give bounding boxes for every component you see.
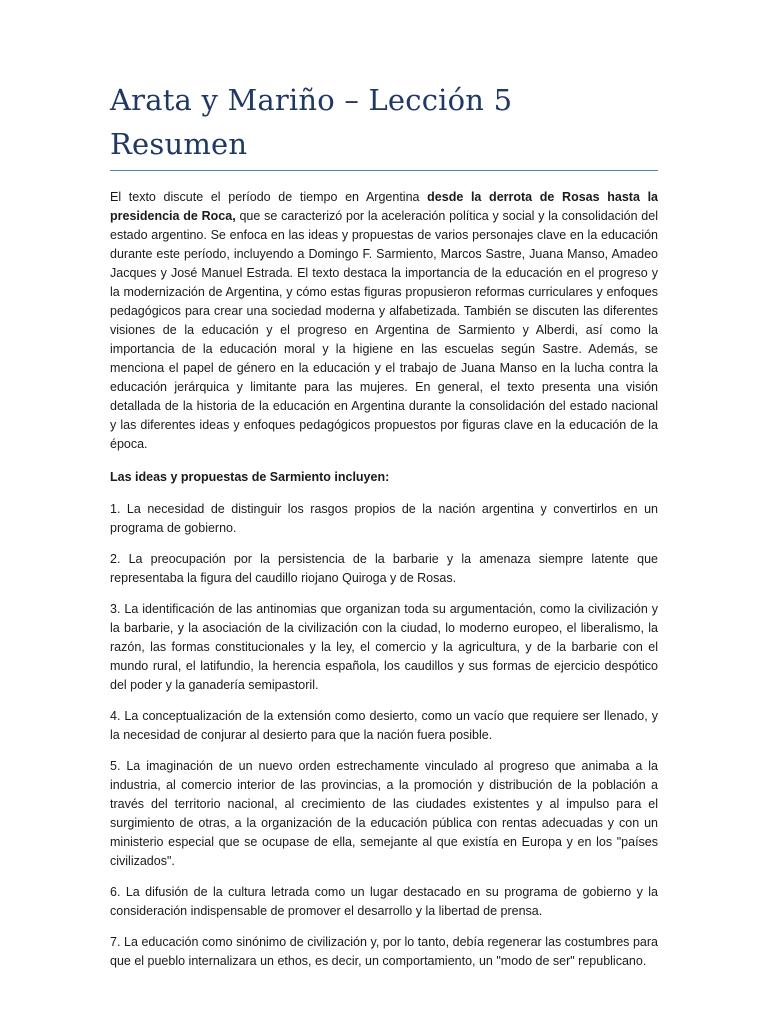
intro-text-end: que se caracterizó por la aceleración política y social y la consolidación del estado argentino. Se enfoca en las ideas y propuestas de varios personajes clave en la educación durante este período, incluyendo a Domingo F. Sarmiento, Marcos Sastre, Juana Manso, Amadeo Jacques y José Manuel Estrada. El texto destaca la importancia de la educación en el progreso y la modernización de Argentina, y cómo estas figuras propusieron reformas curriculares y enfoques pedagógicos para crear una sociedad moderna y alfabetizada. También se discuten las diferentes visiones de la educación y el progreso en Argentina de Sarmiento y Alberdi, así como la importancia de la educación moral y la higiene en las escuelas según Sastre. Además, se menciona el papel de género en la educación y el trabajo de Juana Manso en la lucha contra la educación jerárquica y limitante para las mujeres. En general, el texto presenta una visión detallada de la historia de la educación en Argentina durante la consolidación del estado nacional y las diferentes ideas y enfoques pedagógicos propuestos por figuras clave en la educación de la época. [110, 209, 658, 451]
intro-bold-phrase: desde la derrota de Rosas hasta la presidencia de Roca, [110, 190, 658, 223]
intro-paragraph [110, 188, 658, 454]
title-underline [110, 170, 658, 171]
intro-text-start: El texto discute el período de tiempo en Argentina [110, 190, 428, 204]
list-item-6: 6. La difusión de la cultura letrada como un lugar destacado en su programa de gobierno y la consideración indispensable de promover el desarrollo y la libertad de prensa. [110, 885, 658, 918]
list-item-4: 4. La conceptualización de la extensión como desierto, como un vacío que requiere ser llenado, y la necesidad de conjurar al desierto para que la nación fuera posible. [110, 709, 658, 742]
list-item-2: 2. La preocupación por la persistencia de la barbarie y la amenaza siempre latente que representaba la figura del caudillo riojano Quiroga y de Rosas. [110, 552, 658, 585]
document-title: Arata y Mariño – Lección 5 Resumen [110, 83, 513, 161]
list-item-5: 5. La imaginación de un nuevo orden estrechamente vinculado al progreso que animaba a la industria, al comercio interior de las provincias, a la promoción y distribución de la población a través del territorio nacional, al crecimiento de las ciudades existentes y al impulso para el surgimiento de otras, a la organización de la educación pública con rentas adecuadas y con un ministerio especial que se ocupase de ella, semejante al que existía en Europa y en los "países civilizados". [110, 759, 658, 868]
list-item-3: 3. La identificación de las antinomias que organizan toda su argumentación, como la civilización y la barbarie, y la asociación de la civilización con la ciudad, lo moderno europeo, el liberalismo, la razón, las formas constitucionales y la ley, el comercio y la agricultura, y de la barbarie con el mundo rural, el latifundio, la herencia española, los caudillos y sus formas de ejercicio despótico del poder y la ganadería semipastoril. [110, 602, 658, 692]
section-heading: Las ideas y propuestas de Sarmiento incluyen: [110, 470, 390, 484]
list-item-1: 1. La necesidad de distinguir los rasgos propios de la nación argentina y convertirlos en un programa de gobierno. [110, 502, 658, 535]
list-item-7: 7. La educación como sinónimo de civilización y, por lo tanto, debía regenerar las costumbres para que el pueblo internalizara un ethos, es decir, un comportamiento, un "modo de ser" republicano. [110, 935, 658, 968]
